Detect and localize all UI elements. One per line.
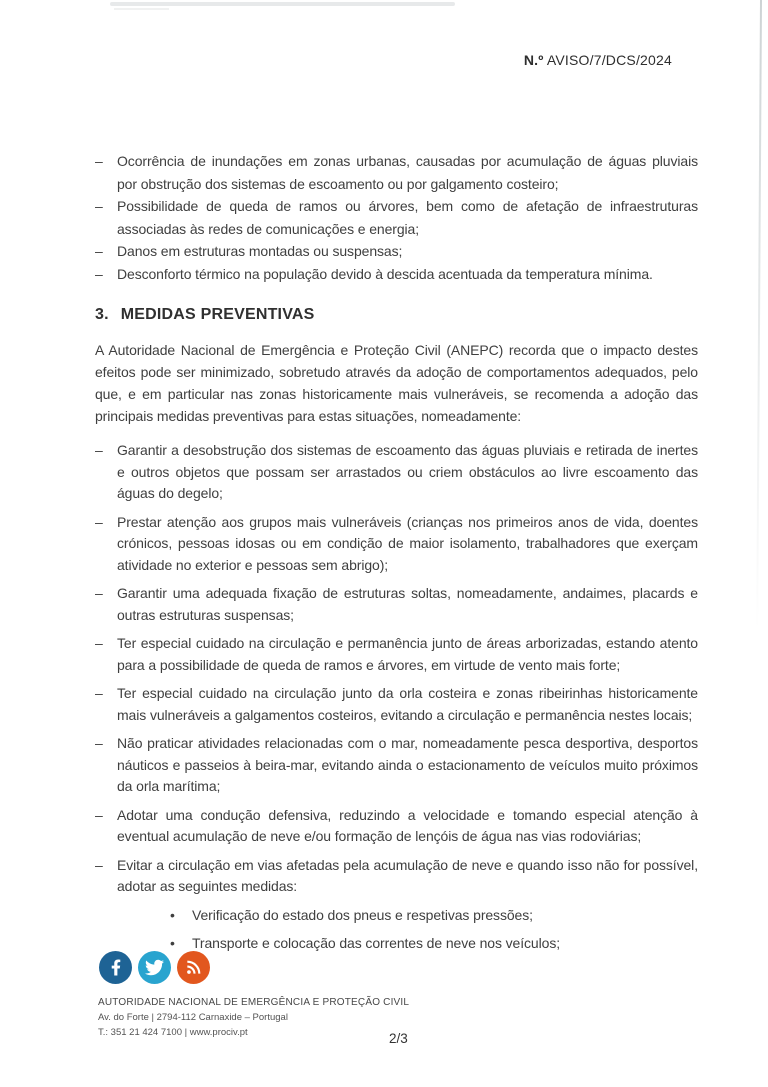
dash-marker: – bbox=[95, 685, 103, 701]
dash-marker: – bbox=[95, 856, 103, 873]
bullet-marker: • bbox=[170, 934, 175, 951]
effects-list bbox=[95, 150, 698, 285]
list-item-text: Ocorrência de inundações em zonas urbanas, causadas por acumulação de águas pluviais por obstrução dos sistemas de escoamento ou por galgamento costeiro; bbox=[117, 153, 698, 192]
list-item bbox=[170, 904, 698, 926]
facebook-icon bbox=[99, 951, 132, 984]
list-item bbox=[95, 240, 698, 263]
list-item bbox=[95, 263, 698, 286]
dash-marker: – bbox=[95, 243, 103, 259]
document-body bbox=[95, 150, 698, 954]
list-item-text: Não praticar atividades relacionadas com o mar, nomeadamente pesca desportiva, desportos náuticos e passeios à beira-mar, evitando ainda o estacionamento de veículos muito próximos da orla marítima; bbox=[117, 735, 698, 794]
dash-marker: – bbox=[95, 635, 103, 651]
document-number bbox=[524, 52, 672, 68]
sub-measures-list bbox=[170, 904, 698, 954]
list-item bbox=[95, 440, 698, 505]
dash-marker: – bbox=[95, 806, 103, 823]
list-item bbox=[95, 583, 698, 626]
scan-artifact bbox=[110, 2, 455, 6]
scan-artifact bbox=[114, 8, 169, 10]
section-number: 3. bbox=[95, 306, 109, 323]
list-item bbox=[95, 633, 698, 676]
scan-edge-artifact bbox=[756, 0, 762, 630]
social-icons bbox=[99, 951, 210, 984]
list-item-text: Ter especial cuidado na circulação junto da orla costeira e zonas ribeirinhas historicamente mais vulneráveis a galgamentos costeiros, evitando a circulação e permanência nestes locais; bbox=[117, 685, 698, 723]
org-name: AUTORIDADE NACIONAL DE EMERGÊNCIA E PROTEÇÃO CIVIL bbox=[98, 997, 410, 1008]
section-heading bbox=[95, 306, 698, 324]
list-item-text: Ter especial cuidado na circulação e permanência junto de áreas arborizadas, estando atento para a possibilidade de queda de ramos e árvores, em virtude de vento mais forte; bbox=[117, 635, 698, 673]
list-item bbox=[95, 733, 698, 798]
document-number-value: AVISO/7/DCS/2024 bbox=[543, 52, 672, 68]
list-item-text: Danos em estruturas montadas ou suspensas; bbox=[117, 243, 403, 259]
dash-marker: – bbox=[95, 735, 103, 751]
list-item bbox=[95, 195, 698, 240]
list-item-text: Transporte e colocação das correntes de neve nos veículos; bbox=[192, 934, 561, 951]
list-item-text: Desconforto térmico na população devido à descida acentuada da temperatura mínima. bbox=[117, 265, 653, 282]
list-item-text: Garantir uma adequada fixação de estruturas soltas, nomeadamente, andaimes, placards e outras estruturas suspensas; bbox=[117, 585, 698, 623]
list-item-text: Verificação do estado dos pneus e respetivas pressões; bbox=[192, 906, 533, 923]
page-number: 2/3 bbox=[389, 1031, 408, 1046]
list-item bbox=[95, 683, 698, 726]
dash-marker: – bbox=[95, 153, 103, 169]
bullet-marker: • bbox=[170, 906, 175, 923]
list-item-text: Prestar atenção aos grupos mais vulneráveis (crianças nos primeiros anos de vida, doentes crónicos, pessoas idosas ou em condição de maior isolamento, trabalhadores que exerçam atividade no exterior e pessoas sem abrigo); bbox=[117, 513, 698, 573]
list-item bbox=[95, 855, 698, 898]
list-item bbox=[95, 150, 698, 195]
dash-marker: – bbox=[95, 442, 103, 458]
dash-marker: – bbox=[95, 265, 103, 282]
org-contact: T.: 351 21 424 7100 | www.prociv.pt bbox=[98, 1027, 248, 1038]
section-title: MEDIDAS PREVENTIVAS bbox=[120, 306, 315, 323]
twitter-icon bbox=[138, 951, 171, 984]
list-item-text: Possibilidade de queda de ramos ou árvores, bem como de afetação de infraestruturas associadas às redes de comunicações e energia; bbox=[117, 198, 698, 237]
list-item bbox=[170, 932, 698, 954]
list-item bbox=[95, 512, 698, 577]
list-item-text: Garantir a desobstrução dos sistemas de escoamento das águas pluviais e retirada de inertes e outros objetos que possam ser arrastados ou criem obstáculos ao livre escoamento das águas do degelo; bbox=[117, 442, 698, 501]
list-item-text: Evitar a circulação em vias afetadas pela acumulação de neve e quando isso não for possível, adotar as seguintes medidas: bbox=[117, 856, 698, 894]
dash-marker: – bbox=[95, 585, 103, 601]
measures-list bbox=[95, 440, 698, 898]
footer-org-block bbox=[98, 995, 409, 1040]
list-item bbox=[95, 805, 698, 848]
dash-marker: – bbox=[95, 513, 103, 530]
rss-icon bbox=[177, 951, 210, 984]
list-item-text: Adotar uma condução defensiva, reduzindo a velocidade e tomando especial atenção à eventual acumulação de neve e/ou formação de lençóis de água nas vias rodoviárias; bbox=[117, 806, 698, 844]
org-address: Av. do Forte | 2794-112 Carnaxide – Portugal bbox=[98, 1012, 288, 1023]
document-number-prefix: N.º bbox=[523, 52, 544, 68]
intro-paragraph: A Autoridade Nacional de Emergência e Proteção Civil (ANEPC) recorda que o impacto destes efeitos pode ser minimizado, sobretudo através da adoção de comportamentos adequados, pelo que, e em particular nas zonas historicamente mais vulneráveis, se recomenda a adoção das principais medidas preventivas para estas situações, nomeadamente: bbox=[95, 342, 698, 424]
dash-marker: – bbox=[95, 198, 103, 214]
